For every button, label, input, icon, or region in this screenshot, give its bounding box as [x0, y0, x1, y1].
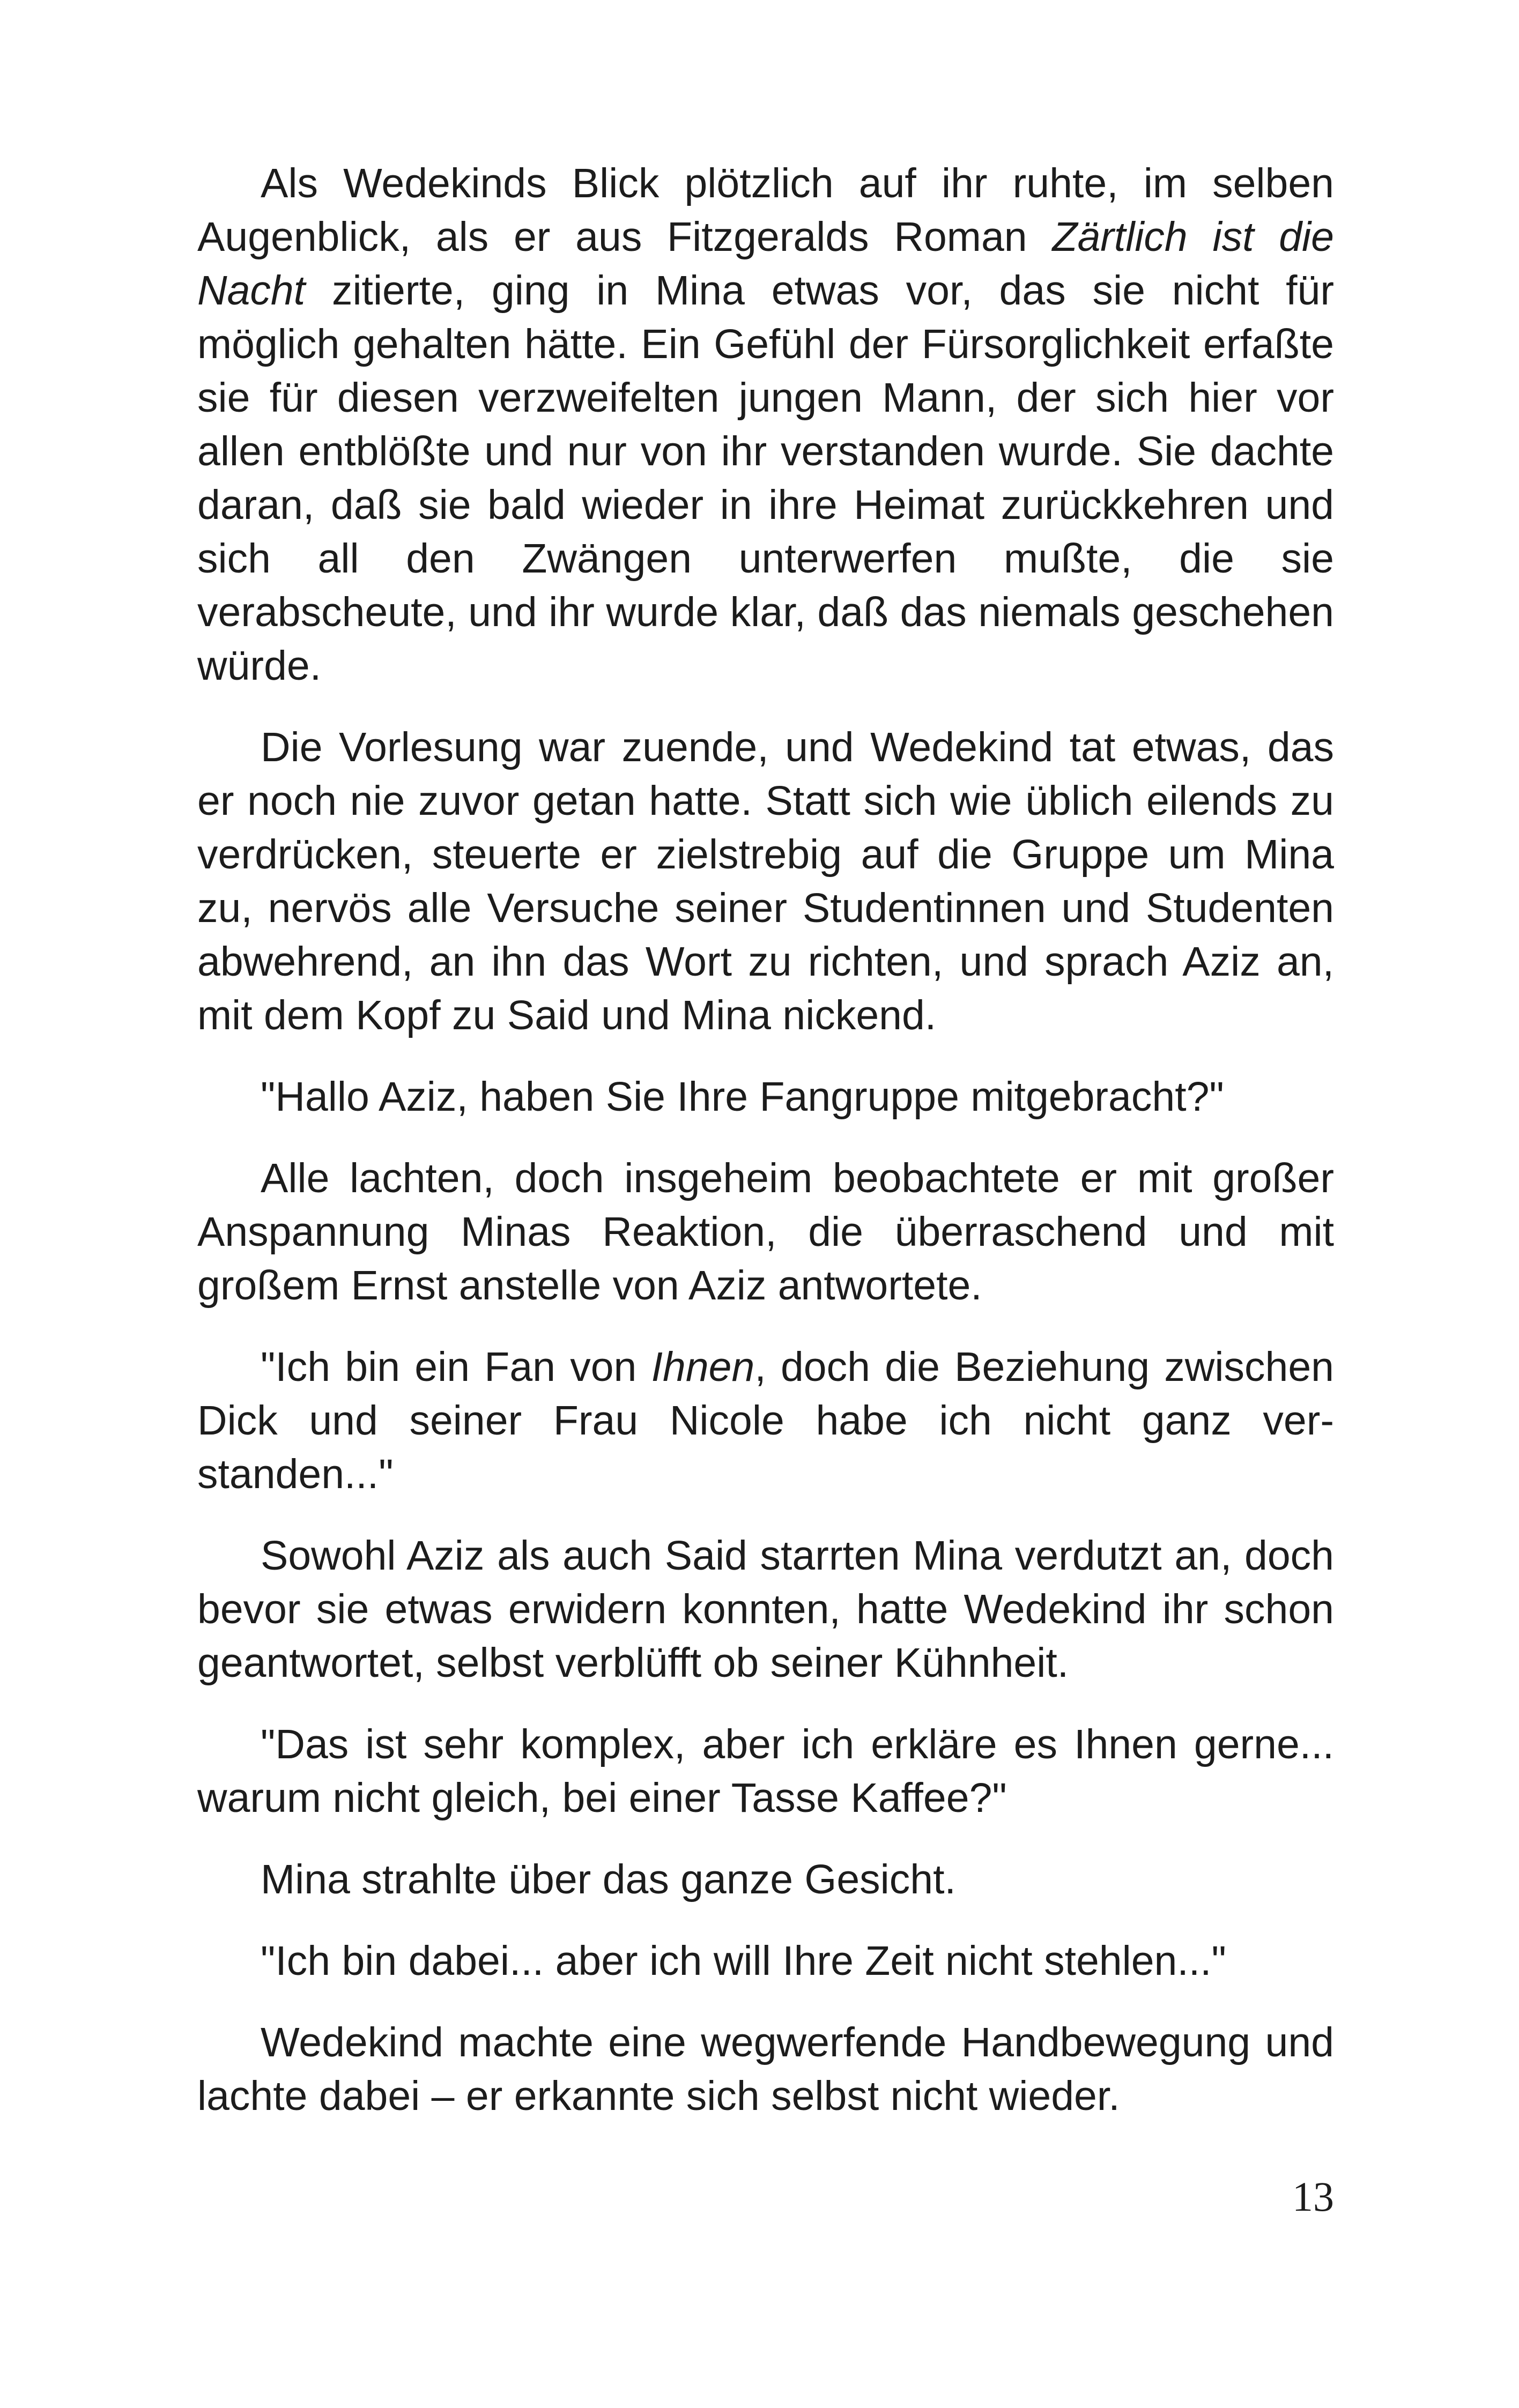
paragraph-2	[197, 720, 1334, 1042]
page-number: 13	[1292, 2173, 1334, 2220]
emphasis-italic: Ihnen	[651, 1344, 755, 1390]
paragraph-7-text: "Das ist sehr komplex, aber ich erkläre es Ihnen gerne... warum nicht gleich, bei einer Tasse Kaffee?"	[197, 1721, 1334, 1821]
paragraph-8-text: Mina strahlte über das ganze Gesicht.	[261, 1856, 956, 1902]
paragraph-5	[197, 1340, 1334, 1501]
paragraph-6-text: Sowohl Aziz als auch Said starrten Mina verdutzt an, doch bevor sie etwas erwidern konnten, hatte Wedekind ihr schon geantwortet, selbst verblüfft ob seiner Kühnheit.	[197, 1533, 1334, 1686]
paragraph-6	[197, 1529, 1334, 1690]
body-text	[197, 157, 1334, 2123]
paragraph-5-part-1: "Ich bin ein Fan von	[261, 1344, 651, 1390]
paragraph-10	[197, 2016, 1334, 2123]
paragraph-3	[197, 1070, 1334, 1124]
paragraph-8	[197, 1853, 1334, 1906]
paragraph-10-text: Wedekind machte eine wegwerfende Handbewegung und lachte dabei – er erkannte sich selbst nicht wieder.	[197, 2019, 1334, 2119]
paragraph-4	[197, 1151, 1334, 1312]
paragraph-5-part-3: , doch die Beziehung zwischen Dick und seiner Frau Nicole habe ich nicht ganz verstanden..."	[197, 1344, 1334, 1497]
paragraph-4-text: Alle lachten, doch insgeheim beobachtete er mit großer Anspannung Minas Reaktion, die überraschend und mit großem Ernst anstelle von Aziz antwortete.	[197, 1155, 1334, 1309]
book-title-italic: Zärtlich ist die Nacht	[197, 214, 1334, 314]
paragraph-2-text: Die Vorlesung war zuende, und Wedekind tat etwas, das er noch nie zuvor getan hatte. Statt sich wie üblich eilends zu verdrücken, steuerte er zielstrebig auf die Gruppe um Mina zu, nervös alle Versuche seiner Studentinnen und Studenten abwehrend, an ihn das Wort zu richten, und sprach Aziz an, mit dem Kopf zu Said und Mina nickend.	[197, 724, 1334, 1038]
paragraph-1	[197, 157, 1334, 693]
paragraph-9	[197, 1934, 1334, 1988]
paragraph-1-part-3: zitierte, ging in Mina etwas vor, das sie nicht für möglich gehalten hätte. Ein Gefühl der Fürsorglichkeit erfaßte sie für diesen verzweifelten jungen Mann, der sich hier vor allen entblößte und nur von ihr verstanden wurde. Sie dachte daran, daß sie bald wieder in ihre Heimat zurückkehren und sich all den Zwängen unterwerfen mußte, die sie verabscheute, und ihr wurde klar, daß das niemals geschehen würde.	[197, 267, 1334, 689]
paragraph-1-part-1: Als Wedekinds Blick plötzlich auf ihr ruhte, im selben Augenblick, als er aus Fitzgeralds Roman	[197, 160, 1334, 260]
paragraph-9-text: "Ich bin dabei... aber ich will Ihre Zeit nicht stehlen..."	[261, 1938, 1226, 1984]
paragraph-7	[197, 1718, 1334, 1825]
paragraph-3-text: "Hallo Aziz, haben Sie Ihre Fangruppe mitgebracht?"	[261, 1074, 1224, 1120]
